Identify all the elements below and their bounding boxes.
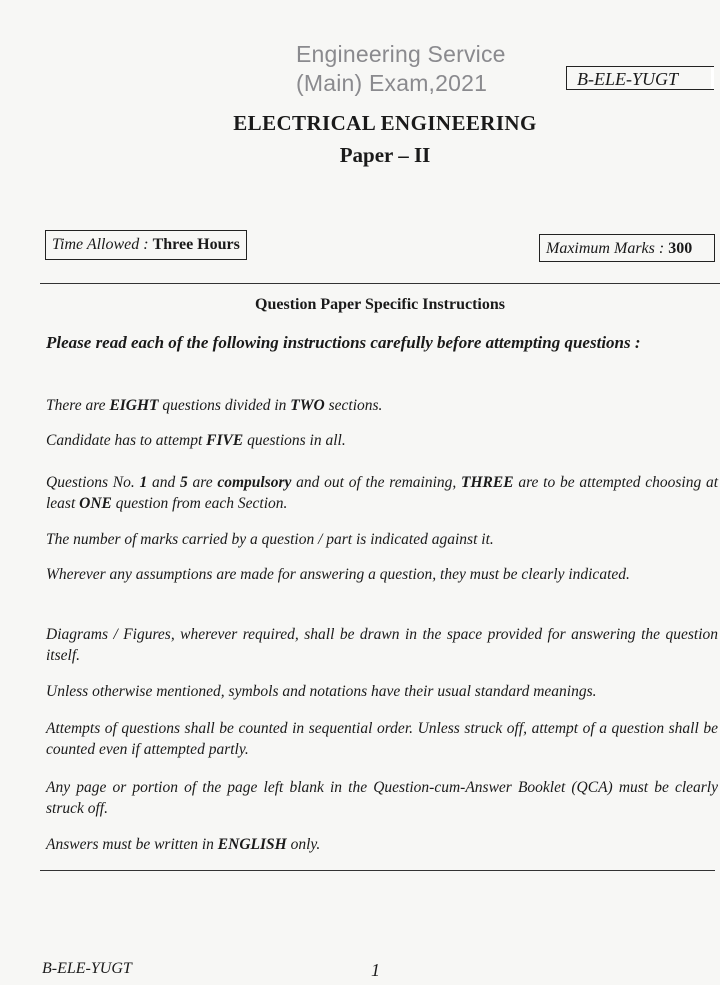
instruction-emphasis: 1 [139,474,148,491]
instruction-item [46,718,718,760]
instruction-text: and [147,474,180,491]
paper-code-box: B-ELE-YUGT [566,66,714,90]
maximum-marks-value: 300 [668,240,693,257]
instruction-text: Questions No. [46,474,140,491]
instruction-text: only. [286,836,321,853]
instruction-emphasis: THREE [461,474,514,491]
time-allowed-value: Three Hours [152,236,240,253]
instruction-text: and out of the remaining, [291,474,462,491]
maximum-marks-box [539,234,715,262]
subject-title: ELECTRICAL ENGINEERING [233,111,537,135]
instruction-text: Candidate has to attempt [46,432,207,449]
instruction-item [46,681,718,702]
instruction-item [46,430,718,451]
instruction-item [46,395,718,416]
paper-number: Paper – II [339,143,431,167]
instruction-emphasis: ENGLISH [217,836,287,853]
maximum-marks-label: Maximum Marks : [546,240,669,257]
instruction-text: The number of marks carried by a question / part is indicated against it. [46,531,494,548]
instruction-emphasis: 5 [180,474,188,491]
instruction-text: There are [46,397,110,414]
instruction-item [46,472,718,514]
instruction-emphasis: ONE [79,495,112,512]
instruction-item [46,624,718,666]
instruction-item [46,564,718,585]
time-allowed-label: Time Allowed : [52,236,153,253]
footer-page-number: 1 [371,960,380,980]
instruction-emphasis: TWO [290,397,325,414]
watermark-line-1: Engineering Service [296,41,506,67]
instruction-text: Unless otherwise mentioned, symbols and notations have their usual standard meanings. [46,683,597,700]
instruction-text: Any page or portion of the page left blank in the Question-cum-Answer Booklet (QCA) must be clearly struck off. [46,779,718,817]
watermark-line-2: (Main) Exam,2021 [296,70,488,96]
instruction-emphasis: EIGHT [109,397,159,414]
instruction-text: Answers must be written in [46,836,218,853]
instruction-item [46,834,718,855]
instruction-item [46,777,718,819]
footer-paper-code: B-ELE-YUGT [42,960,132,977]
instruction-text: questions in all. [243,432,346,449]
instruction-text: Attempts of questions shall be counted in sequential order. Unless struck off, attempt of a question shall be counted even if attempted partly. [46,720,718,758]
instruction-emphasis: FIVE [206,432,244,449]
instruction-text: question from each Section. [111,495,288,512]
bottom-divider [40,870,715,871]
instruction-text: Diagrams / Figures, wherever required, shall be drawn in the space provided for answering the question itself. [46,626,718,664]
instruction-text: are to be attempted choosing at least [46,474,719,512]
top-divider [40,283,720,284]
instruction-text: are [187,474,218,491]
instruction-item [46,529,718,550]
instructions-title: Question Paper Specific Instructions [255,296,505,313]
instructions-lead: Please read each of the following instructions carefully before attempting questions : [46,333,641,352]
instruction-text: sections. [324,397,383,414]
instruction-emphasis: compulsory [217,474,292,491]
instruction-text: Wherever any assumptions are made for answering a question, they must be clearly indicated. [46,566,630,583]
exam-watermark-stamp [296,40,506,98]
instruction-text: questions divided in [158,397,291,414]
time-allowed-box [45,230,247,260]
